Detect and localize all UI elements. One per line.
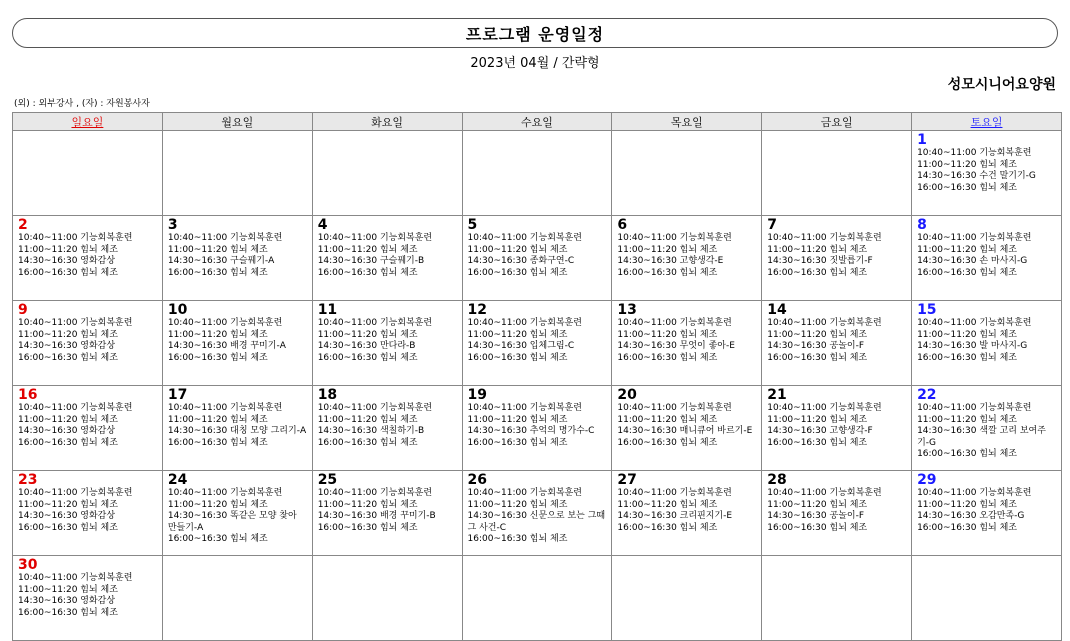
day-number: 7 bbox=[767, 217, 777, 233]
schedule-entry: 14:30~16:30 크리핀지기-E bbox=[617, 511, 733, 522]
day-number: 10 bbox=[167, 302, 188, 318]
schedule-entry: 16:00~16:30 힘뇌 체조 bbox=[917, 449, 1017, 460]
day-number: 4 bbox=[317, 217, 328, 233]
schedule-entry: 14:30~16:30 대칭 모양 그리기-A bbox=[167, 426, 307, 437]
schedule-entry: 16:00~16:30 힘뇌 체조 bbox=[617, 267, 718, 278]
schedule-entry: 16:00~16:30 힘뇌 체조 bbox=[167, 437, 268, 448]
schedule-entry: 14:30~16:30 구슬꿰기-A bbox=[167, 256, 275, 267]
weekday-header-wednesday: 수요일 bbox=[462, 113, 612, 131]
schedule-entry: 10:40~11:00 기능회복훈련 bbox=[467, 488, 582, 498]
schedule-entry: 14:30~16:30 구슬꿰기-B bbox=[317, 256, 425, 267]
schedule-entry: 11:00~11:20 힘뇌 체조 bbox=[917, 329, 1017, 340]
schedule-entry: 14:30~16:30 수건 말기기-G bbox=[917, 171, 1036, 182]
calendar-day-cell bbox=[162, 556, 312, 641]
day-number: 2 bbox=[18, 217, 28, 233]
schedule-entry: 11:00~11:20 힘뇌 체조 bbox=[167, 244, 268, 255]
schedule-entry: 16:00~16:30 힘뇌 체조 bbox=[917, 522, 1017, 533]
calendar-week-row bbox=[13, 556, 1062, 641]
schedule-entry: 16:00~16:30 힘뇌 체조 bbox=[18, 352, 118, 363]
day-number: 22 bbox=[917, 387, 937, 403]
schedule-entry: 14:30~16:30 영화감상 bbox=[18, 596, 116, 607]
day-number: 17 bbox=[167, 387, 188, 403]
day-number: 15 bbox=[917, 302, 937, 318]
day-number: 27 bbox=[617, 472, 637, 488]
calendar-day-cell bbox=[13, 386, 163, 471]
schedule-entry: 16:00~16:30 힘뇌 체조 bbox=[767, 267, 868, 278]
schedule-entry: 11:00~11:20 힘뇌 체조 bbox=[18, 584, 118, 595]
day-number: 26 bbox=[467, 472, 488, 488]
schedule-entry: 16:00~16:30 힘뇌 체조 bbox=[317, 437, 418, 448]
calendar-day-cell bbox=[762, 216, 912, 301]
schedule-entry: 10:40~11:00 기능회복훈련 bbox=[467, 403, 582, 413]
schedule-entry: 16:00~16:30 힘뇌 체조 bbox=[467, 267, 568, 278]
schedule-entry: 11:00~11:20 힘뇌 체조 bbox=[167, 329, 268, 340]
schedule-entry: 14:30~16:30 신문으로 보는 그때 그 사건-C bbox=[467, 511, 606, 533]
schedule-entry: 16:00~16:30 힘뇌 체조 bbox=[917, 182, 1017, 193]
schedule-entry: 10:40~11:00 기능회복훈련 bbox=[917, 148, 1032, 158]
calendar-table bbox=[12, 112, 1062, 641]
schedule-entry: 10:40~11:00 기능회복훈련 bbox=[617, 318, 732, 328]
day-number: 13 bbox=[617, 302, 637, 318]
weekday-header-thursday: 목요일 bbox=[612, 113, 762, 131]
schedule-entry: 14:30~16:30 손 마사지-G bbox=[917, 256, 1028, 267]
day-number: 23 bbox=[18, 472, 38, 488]
weekday-header-saturday: 토요일 bbox=[912, 113, 1062, 131]
calendar-day-cell bbox=[762, 131, 912, 216]
legend: (외) : 외부강사 , (자) : 자원봉사자 bbox=[14, 99, 150, 109]
schedule-entry: 11:00~11:20 힘뇌 체조 bbox=[467, 414, 568, 425]
calendar-day-cell bbox=[13, 216, 163, 301]
weekday-header-friday: 금요일 bbox=[762, 113, 912, 131]
schedule-entry: 16:00~16:30 힘뇌 체조 bbox=[167, 352, 268, 363]
schedule-entry: 11:00~11:20 힘뇌 체조 bbox=[18, 244, 118, 255]
schedule-entry: 14:30~16:30 배경 꾸미기-A bbox=[167, 341, 286, 352]
schedule-entry: 14:30~16:30 영화감상 bbox=[18, 256, 116, 267]
schedule-entry: 14:30~16:30 추억의 명가수-C bbox=[467, 426, 595, 437]
schedule-entry: 11:00~11:20 힘뇌 체조 bbox=[317, 414, 418, 425]
page-title bbox=[12, 18, 1058, 48]
schedule-entry: 11:00~11:20 힘뇌 체조 bbox=[767, 244, 868, 255]
schedule-entry: 10:40~11:00 기능회복훈련 bbox=[317, 318, 433, 328]
schedule-entry: 11:00~11:20 힘뇌 체조 bbox=[617, 414, 718, 425]
day-number: 29 bbox=[917, 472, 937, 488]
schedule-entry: 11:00~11:20 힘뇌 체조 bbox=[617, 499, 718, 510]
schedule-entry: 10:40~11:00 기능회복훈련 bbox=[767, 488, 882, 498]
calendar-day-cell bbox=[312, 556, 462, 641]
calendar-day-cell bbox=[762, 556, 912, 641]
organization-name: 성모시니어요양원 bbox=[947, 77, 1056, 93]
schedule-entry: 14:30~16:30 만다라-B bbox=[317, 341, 416, 352]
day-number: 3 bbox=[167, 217, 178, 233]
calendar-week-row bbox=[13, 301, 1062, 386]
day-number: 11 bbox=[317, 302, 338, 318]
calendar-week-row bbox=[13, 216, 1062, 301]
schedule-entry: 11:00~11:20 힘뇌 체조 bbox=[917, 244, 1017, 255]
schedule-entry: 10:40~11:00 기능회복훈련 bbox=[317, 403, 433, 413]
schedule-entry: 10:40~11:00 기능회복훈련 bbox=[167, 488, 283, 498]
schedule-entry: 10:40~11:00 기능회복훈련 bbox=[767, 233, 882, 243]
schedule-entry: 14:30~16:30 색칠하기-B bbox=[317, 426, 425, 437]
calendar-day-cell bbox=[462, 216, 612, 301]
schedule-entry: 16:00~16:30 힘뇌 체조 bbox=[767, 522, 868, 533]
schedule-entry: 10:40~11:00 기능회복훈련 bbox=[767, 318, 882, 328]
day-number: 9 bbox=[18, 302, 28, 318]
schedule-entry: 10:40~11:00 기능회복훈련 bbox=[18, 573, 133, 583]
schedule-entry: 10:40~11:00 기능회복훈련 bbox=[617, 403, 732, 413]
calendar-day-cell bbox=[762, 471, 912, 556]
schedule-entry: 14:30~16:30 배경 꾸미기-B bbox=[317, 511, 436, 522]
calendar-day-cell bbox=[312, 386, 462, 471]
schedule-entry: 11:00~11:20 힘뇌 체조 bbox=[917, 414, 1017, 425]
schedule-entry: 11:00~11:20 힘뇌 체조 bbox=[317, 329, 418, 340]
day-number: 24 bbox=[167, 472, 188, 488]
schedule-entry: 16:00~16:30 힘뇌 체조 bbox=[617, 522, 718, 533]
schedule-entry: 16:00~16:30 힘뇌 체조 bbox=[317, 352, 418, 363]
calendar-week-row bbox=[13, 471, 1062, 556]
calendar-day-cell bbox=[462, 386, 612, 471]
schedule-entry: 11:00~11:20 힘뇌 체조 bbox=[18, 499, 118, 510]
schedule-entry: 16:00~16:30 힘뇌 체조 bbox=[167, 267, 268, 278]
schedule-entry: 14:30~16:30 짓발릅기-F bbox=[767, 256, 873, 267]
schedule-entry: 10:40~11:00 기능회복훈련 bbox=[18, 318, 133, 328]
day-number: 6 bbox=[617, 217, 628, 233]
schedule-entry: 16:00~16:30 힘뇌 체조 bbox=[767, 437, 868, 448]
schedule-entry: 16:00~16:30 힘뇌 체조 bbox=[467, 352, 568, 363]
calendar-day-cell bbox=[312, 301, 462, 386]
schedule-entry: 11:00~11:20 힘뇌 체조 bbox=[18, 414, 118, 425]
calendar-day-cell bbox=[612, 216, 762, 301]
schedule-entry: 14:30~16:30 발 마사지-G bbox=[917, 341, 1028, 352]
day-number: 28 bbox=[767, 472, 787, 488]
schedule-entry: 11:00~11:20 힘뇌 체조 bbox=[317, 499, 418, 510]
schedule-entry: 16:00~16:30 힘뇌 체조 bbox=[317, 267, 418, 278]
schedule-entry: 16:00~16:30 힘뇌 체조 bbox=[767, 352, 868, 363]
calendar-day-cell bbox=[462, 556, 612, 641]
calendar-day-cell bbox=[13, 556, 163, 641]
calendar-day-cell bbox=[762, 301, 912, 386]
calendar-day-cell bbox=[162, 216, 312, 301]
schedule-entry: 16:00~16:30 힘뇌 체조 bbox=[617, 437, 718, 448]
schedule-entry: 14:30~16:30 종화구연-C bbox=[467, 256, 575, 267]
day-number: 18 bbox=[317, 387, 338, 403]
schedule-entry: 14:30~16:30 영화감상 bbox=[18, 426, 116, 437]
schedule-entry: 14:30~16:30 오감만족-G bbox=[917, 511, 1025, 522]
calendar-day-cell bbox=[162, 386, 312, 471]
calendar-day-cell bbox=[13, 471, 163, 556]
subtitle: 2023년 04월 / 간략형 bbox=[470, 56, 600, 71]
schedule-entry: 14:30~16:30 영화감상 bbox=[18, 511, 116, 522]
schedule-entry: 10:40~11:00 기능회복훈련 bbox=[617, 233, 732, 243]
schedule-entry: 16:00~16:30 힘뇌 체조 bbox=[617, 352, 718, 363]
schedule-entry: 11:00~11:20 힘뇌 체조 bbox=[317, 244, 418, 255]
calendar-day-cell bbox=[912, 131, 1062, 216]
schedule-entry: 10:40~11:00 기능회복훈련 bbox=[317, 233, 433, 243]
calendar-day-cell bbox=[912, 301, 1062, 386]
calendar-day-cell bbox=[912, 386, 1062, 471]
calendar-body bbox=[13, 131, 1062, 641]
schedule-entry: 16:00~16:30 힘뇌 체조 bbox=[18, 267, 118, 278]
calendar-day-cell bbox=[762, 386, 912, 471]
schedule-entry: 16:00~16:30 힘뇌 체조 bbox=[467, 437, 568, 448]
schedule-entry: 14:30~16:30 영화감상 bbox=[18, 341, 116, 352]
weekday-header-tuesday: 화요일 bbox=[312, 113, 462, 131]
calendar-day-cell bbox=[162, 471, 312, 556]
day-number: 19 bbox=[467, 387, 488, 403]
schedule-entry: 11:00~11:20 힘뇌 체조 bbox=[917, 159, 1017, 170]
calendar-day-cell bbox=[912, 216, 1062, 301]
schedule-entry: 10:40~11:00 기능회복훈련 bbox=[467, 318, 582, 328]
schedule-entry: 14:30~16:30 매니큐어 바르기-E bbox=[617, 426, 753, 437]
schedule-entry: 11:00~11:20 힘뇌 체조 bbox=[767, 499, 868, 510]
schedule-entry: 14:30~16:30 고향생각-E bbox=[617, 256, 724, 267]
schedule-entry: 10:40~11:00 기능회복훈련 bbox=[617, 488, 732, 498]
schedule-entry: 11:00~11:20 힘뇌 체조 bbox=[767, 329, 868, 340]
schedule-entry: 11:00~11:20 힘뇌 체조 bbox=[467, 244, 568, 255]
schedule-entry: 10:40~11:00 기능회복훈련 bbox=[917, 318, 1032, 328]
calendar-day-cell bbox=[312, 216, 462, 301]
day-number: 12 bbox=[467, 302, 488, 318]
calendar-day-cell bbox=[312, 471, 462, 556]
calendar-day-cell bbox=[612, 556, 762, 641]
schedule-entry: 10:40~11:00 기능회복훈련 bbox=[18, 233, 133, 243]
schedule-entry: 14:30~16:30 무엇이 좋아-E bbox=[617, 341, 735, 352]
schedule-entry: 10:40~11:00 기능회복훈련 bbox=[167, 403, 283, 413]
day-number: 21 bbox=[767, 387, 787, 403]
schedule-entry: 11:00~11:20 힘뇌 체조 bbox=[167, 414, 268, 425]
calendar-week-row bbox=[13, 386, 1062, 471]
calendar-day-cell bbox=[162, 131, 312, 216]
calendar-day-cell bbox=[612, 471, 762, 556]
schedule-entry: 14:30~16:30 공놀이-F bbox=[767, 341, 865, 352]
schedule-entry: 16:00~16:30 힘뇌 체조 bbox=[18, 522, 118, 533]
schedule-entry: 14:30~16:30 입체그림-C bbox=[467, 341, 575, 352]
calendar-day-cell bbox=[912, 556, 1062, 641]
schedule-entry: 11:00~11:20 힘뇌 체조 bbox=[617, 244, 718, 255]
day-number: 14 bbox=[767, 302, 787, 318]
calendar-day-cell bbox=[13, 301, 163, 386]
calendar-day-cell bbox=[162, 301, 312, 386]
day-number: 8 bbox=[917, 217, 927, 233]
day-number: 16 bbox=[18, 387, 38, 403]
schedule-entry: 11:00~11:20 힘뇌 체조 bbox=[467, 329, 568, 340]
schedule-entry: 16:00~16:30 힘뇌 체조 bbox=[18, 437, 118, 448]
schedule-entry: 16:00~16:30 힘뇌 체조 bbox=[317, 522, 418, 533]
schedule-entry: 11:00~11:20 힘뇌 체조 bbox=[767, 414, 868, 425]
calendar-day-cell bbox=[462, 301, 612, 386]
calendar-day-cell bbox=[912, 471, 1062, 556]
weekday-header-sunday: 일요일 bbox=[13, 113, 163, 131]
day-number: 5 bbox=[467, 217, 478, 233]
schedule-entry: 10:40~11:00 기능회복훈련 bbox=[917, 488, 1032, 498]
weekday-header-row bbox=[13, 113, 1062, 131]
calendar-day-cell bbox=[612, 131, 762, 216]
schedule-entry: 11:00~11:20 힘뇌 체조 bbox=[18, 329, 118, 340]
schedule-entry: 10:40~11:00 기능회복훈련 bbox=[167, 233, 283, 243]
day-number: 30 bbox=[18, 557, 38, 573]
title-text: 프로그램 운영일정 bbox=[465, 24, 605, 44]
schedule-entry: 10:40~11:00 기능회복훈련 bbox=[467, 233, 582, 243]
schedule-entry: 11:00~11:20 힘뇌 체조 bbox=[467, 499, 568, 510]
schedule-entry: 14:30~16:30 색깔 고리 보여주기-G bbox=[917, 426, 1046, 448]
schedule-entry: 16:00~16:30 힘뇌 체조 bbox=[917, 352, 1017, 363]
schedule-entry: 10:40~11:00 기능회복훈련 bbox=[18, 488, 133, 498]
schedule-entry: 10:40~11:00 기능회복훈련 bbox=[167, 318, 283, 328]
schedule-entry: 11:00~11:20 힘뇌 체조 bbox=[167, 499, 268, 510]
calendar-day-cell bbox=[13, 131, 163, 216]
day-number: 20 bbox=[617, 387, 637, 403]
schedule-entry: 11:00~11:20 힘뇌 체조 bbox=[917, 499, 1017, 510]
schedule-entry: 10:40~11:00 기능회복훈련 bbox=[917, 403, 1032, 413]
schedule-entry: 14:30~16:30 똑같은 모양 찾아 만들기-A bbox=[167, 511, 297, 533]
day-number: 25 bbox=[317, 472, 338, 488]
calendar-week-row bbox=[13, 131, 1062, 216]
calendar-day-cell bbox=[462, 471, 612, 556]
schedule-entry: 16:00~16:30 힘뇌 체조 bbox=[917, 267, 1017, 278]
calendar-day-cell bbox=[612, 301, 762, 386]
schedule-entry: 16:00~16:30 힘뇌 체조 bbox=[467, 534, 568, 545]
schedule-entry: 10:40~11:00 기능회복훈련 bbox=[18, 403, 133, 413]
schedule-entry: 11:00~11:20 힘뇌 체조 bbox=[617, 329, 718, 340]
schedule-entry: 16:00~16:30 힘뇌 체조 bbox=[18, 607, 118, 618]
calendar-day-cell bbox=[312, 131, 462, 216]
schedule-entry: 14:30~16:30 고향생각-F bbox=[767, 426, 873, 437]
schedule-entry: 14:30~16:30 공놀이-F bbox=[767, 511, 865, 522]
schedule-entry: 10:40~11:00 기능회복훈련 bbox=[767, 403, 882, 413]
calendar-day-cell bbox=[462, 131, 612, 216]
calendar-day-cell bbox=[612, 386, 762, 471]
schedule-entry: 10:40~11:00 기능회복훈련 bbox=[317, 488, 433, 498]
weekday-header-monday: 월요일 bbox=[162, 113, 312, 131]
schedule-entry: 16:00~16:30 힘뇌 체조 bbox=[167, 534, 268, 545]
day-number: 1 bbox=[917, 132, 927, 148]
schedule-entry: 10:40~11:00 기능회복훈련 bbox=[917, 233, 1032, 243]
